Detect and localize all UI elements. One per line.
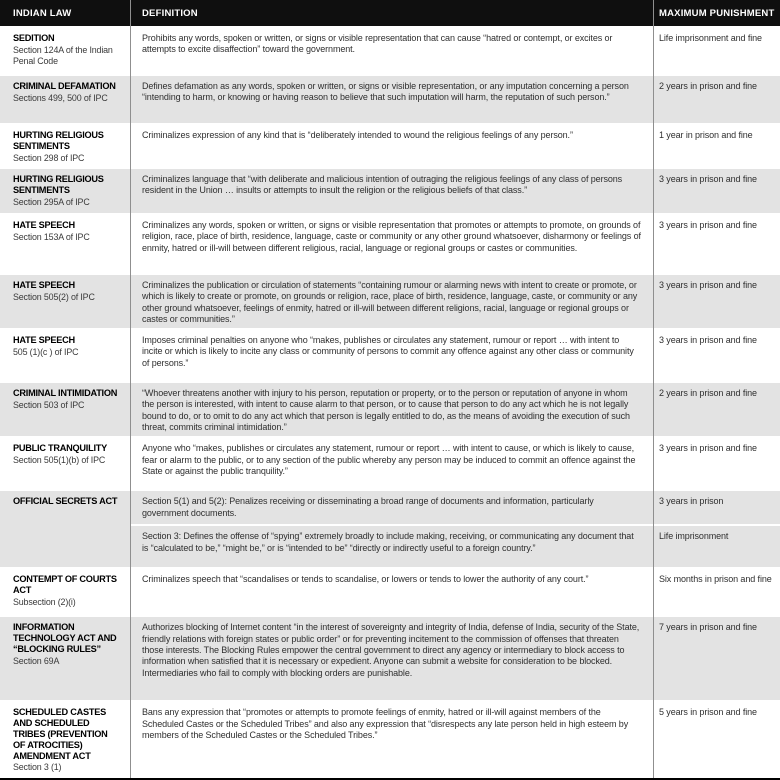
definition-cell: [130, 28, 653, 74]
law-cell: [0, 438, 130, 489]
table-header-row: [0, 0, 780, 26]
definition-cell: [130, 215, 653, 273]
punishment-cell: [653, 76, 780, 123]
punishment-text: 1 year in prison and fine: [659, 130, 753, 140]
law-title: PUBLIC TRANQUILITY: [13, 443, 108, 454]
definition-text: Criminalizes speech that “scandalises or tends to scandalise, or lowers or tends to lower the authority of any court.”: [142, 574, 589, 585]
punishment-cell: [653, 169, 780, 213]
law-cell: [0, 169, 130, 213]
definition-cell: [130, 526, 653, 567]
punishment-text: Life imprisonment: [659, 531, 729, 542]
definition-cell: [130, 491, 653, 524]
law-section: Section 3 (1): [13, 762, 62, 773]
column-divider-definition-punishment: [653, 0, 654, 778]
punishment-text: 2 years in prison and fine: [659, 81, 757, 91]
definition-cell: [130, 169, 653, 213]
law-cell: [0, 330, 130, 381]
law-cell: [0, 617, 130, 700]
definition-cell: [130, 438, 653, 489]
column-header-definition: DEFINITION: [130, 0, 653, 26]
definition-cell: [130, 330, 653, 381]
definition-text: Bans any expression that “promotes or attempts to promote feelings of enmity, hatred or ill-will against members of the Scheduled Castes or the Scheduled Tribes” and also any expression that “disrespects any late person held in high esteem by members of the Scheduled Castes or the Scheduled Tribes.”: [142, 707, 629, 740]
table-row: [0, 617, 780, 700]
law-cell: [0, 569, 130, 615]
punishment-cell: [653, 330, 780, 381]
table-row: [0, 275, 780, 328]
law-cell: [0, 28, 130, 74]
definition-text: Criminalizes expression of any kind that is “deliberately intended to wound the religious feelings of any person.”: [142, 130, 573, 140]
punishment-text: 3 years in prison and fine: [659, 220, 757, 230]
table-row: [0, 28, 780, 74]
punishment-cell: [653, 28, 780, 74]
punishment-cell: [653, 491, 780, 524]
table-row: [0, 383, 780, 436]
law-title: HURTING RELIGIOUS SENTIMENTS: [13, 130, 104, 151]
law-title: INFORMATION TECHNOLOGY ACT AND “BLOCKING RULES”: [13, 622, 117, 654]
law-title: CRIMINAL INTIMIDATION: [13, 388, 118, 399]
punishment-cell: [653, 617, 780, 700]
column-header-maximum-punishment: MAXIMUM PUNISHMENT: [653, 0, 780, 26]
law-title: OFFICIAL SECRETS ACT: [13, 496, 118, 507]
law-title: SEDITION: [13, 33, 55, 43]
definition-cell: [130, 383, 653, 436]
column-divider-law-definition: [130, 0, 131, 778]
law-title: HURTING RELIGIOUS SENTIMENTS: [13, 174, 104, 195]
table-row: [0, 125, 780, 167]
definition-cell: [130, 275, 653, 328]
law-cell: [0, 275, 130, 328]
law-section: 505 (1)(c ) of IPC: [13, 346, 79, 357]
definition-cell: [130, 76, 653, 123]
law-section: Section 505(2) of IPC: [13, 291, 95, 302]
definition-text: Prohibits any words, spoken or written, or signs or visible representation that can cause “hatred or contempt, or excites or attempts to excite disaffection” toward the government.: [142, 33, 613, 55]
table-row: [0, 438, 780, 489]
punishment-cell: [653, 383, 780, 436]
law-section: Section 124A of the Indian Penal Code: [13, 44, 113, 66]
punishment-text: 3 years in prison and fine: [659, 174, 757, 184]
law-title: HATE SPEECH: [13, 335, 75, 346]
punishment-cell: [653, 275, 780, 328]
law-title: SCHEDULED CASTES AND SCHEDULED TRIBES (PREVENTION OF ATROCITIES) AMENDMENT ACT: [13, 707, 108, 761]
table-row: [0, 702, 780, 776]
table-row: [0, 569, 780, 615]
law-title: CRIMINAL DEFAMATION: [13, 81, 116, 91]
punishment-text: 3 years in prison and fine: [659, 443, 757, 454]
law-section: Sections 499, 500 of IPC: [13, 92, 108, 103]
definition-text: Authorizes blocking of Internet content “in the interest of sovereignty and integrity of India, defense of India, security of the State, friendly relations with foreign states or public order” or for preventing incitement to the commission of offenses that threaten those interests. The Blocking Rules empower the central government to direct any agency or intermediary to block access to information when satisfied that it is necessary or expedient. Anyone can submit a website for consideration to be blocked. Intermediaries who fail to comply with blocking orders are punishable.: [142, 622, 640, 678]
law-title: HATE SPEECH: [13, 280, 75, 290]
table-row: [0, 215, 780, 273]
law-cell: [0, 491, 130, 567]
law-cell: [0, 702, 130, 776]
law-cell: [0, 383, 130, 436]
law-title: HATE SPEECH: [13, 220, 75, 230]
law-cell: [0, 76, 130, 123]
punishment-cell: [653, 215, 780, 273]
definition-cell: [130, 125, 653, 167]
definition-text: “Whoever threatens another with injury to his person, reputation or property, or to the person or reputation of anyone in whom the person is interested, with intent to cause alarm to that person, or to cause that person to do any act which he is not legally bound to do, or to omit to do any act which that person is legally entitled to do, as the means of avoiding the execution of such threat, commits criminal intimidation.”: [142, 388, 630, 433]
definition-text: Criminalizes any words, spoken or written, or signs or visible representation that promotes or attempts to promote, on grounds of religion, race, place of birth, residence, language, caste or community or any other ground whatsoever, disharmony or feelings of enmity, hatred or ill-will between different religious, racial, language or regional groups or castes or communities.: [142, 220, 641, 253]
law-section: Section 298 of IPC: [13, 152, 85, 163]
law-section: Section 505(1)(b) of IPC: [13, 455, 106, 466]
punishment-text: 3 years in prison: [659, 496, 724, 507]
punishment-text: 3 years in prison and fine: [659, 280, 757, 290]
punishment-text: Life imprisonment and fine: [659, 33, 762, 43]
punishment-text: 5 years in prison and fine: [659, 707, 757, 718]
definition-text: Criminalizes the publication or circulation of statements “containing rumour or alarming news with intent to create or promote, or which is likely to create or promote, on grounds or religion, race, place of birth, residence, language, caste, or community or any other ground whatsoever, feelings of enmity, hatred or ill-will between different religions, racial, language or regional groups or castes or communities.”: [142, 280, 638, 324]
table-row: [0, 169, 780, 213]
table-row: [0, 330, 780, 381]
punishment-text: 2 years in prison and fine: [659, 388, 757, 399]
punishment-text: 3 years in prison and fine: [659, 335, 757, 346]
punishment-cell: [653, 702, 780, 776]
law-title: CONTEMPT OF COURTS ACT: [13, 574, 117, 596]
law-section: Subsection (2)(i): [13, 596, 76, 607]
law-section: Section 295A of IPC: [13, 196, 90, 207]
table-row: [0, 76, 780, 123]
definition-text: Anyone who “makes, publishes or circulates any statement, rumour or report … with intent to cause, or which is likely to cause, fear or alarm to the public, or to any section of the public whereby any person may be induced to commit an offence against the State or against the public tranquility.”: [142, 443, 636, 476]
punishment-cell: [653, 125, 780, 167]
definition-cell: [130, 569, 653, 615]
definition-text: Imposes criminal penalties on anyone who “makes, publishes or circulates any statement, rumour or report … with intent to incite or which is likely to incite any class or community of persons to commit any offence against any other class or community of persons.”: [142, 335, 634, 368]
law-section: Section 503 of IPC: [13, 399, 85, 410]
definition-cell: [130, 702, 653, 776]
definition-text: Criminalizes language that “with deliberate and malicious intention of outraging the religious feelings of any class of persons resident in the Union … insults or attempts to insult the religion or the religious beliefs of that class.”: [142, 174, 623, 196]
law-cell: [0, 215, 130, 273]
definition-text: Section 5(1) and 5(2): Penalizes receiving or disseminating a broad range of documents and information, particularly government documents.: [142, 496, 594, 518]
punishment-text: Six months in prison and fine: [659, 574, 772, 585]
punishment-cell: [653, 438, 780, 489]
law-section: Section 69A: [13, 655, 60, 666]
definition-text: Section 3: Defines the offense of “spying” extremely broadly to include making, receiving, or communicating any document that is “calculated to be,” “might be,” or is “intended to be” “directly or indirectly useful to a foreign country.”: [142, 531, 634, 553]
table-row: [0, 491, 780, 524]
punishment-cell: [653, 526, 780, 567]
punishment-text: 7 years in prison and fine: [659, 622, 757, 633]
punishment-cell: [653, 569, 780, 615]
law-cell: [0, 125, 130, 167]
definition-cell: [130, 617, 653, 700]
definition-text: Defines defamation as any words, spoken or written, or signs or visible representation, or any imputation concerning a person “intending to harm, or knowing or having reason to believe that such imputation will harm, the reputation of such person.”: [142, 81, 629, 103]
law-section: Section 153A of IPC: [13, 231, 90, 242]
column-header-indian-law: INDIAN LAW: [0, 0, 130, 26]
